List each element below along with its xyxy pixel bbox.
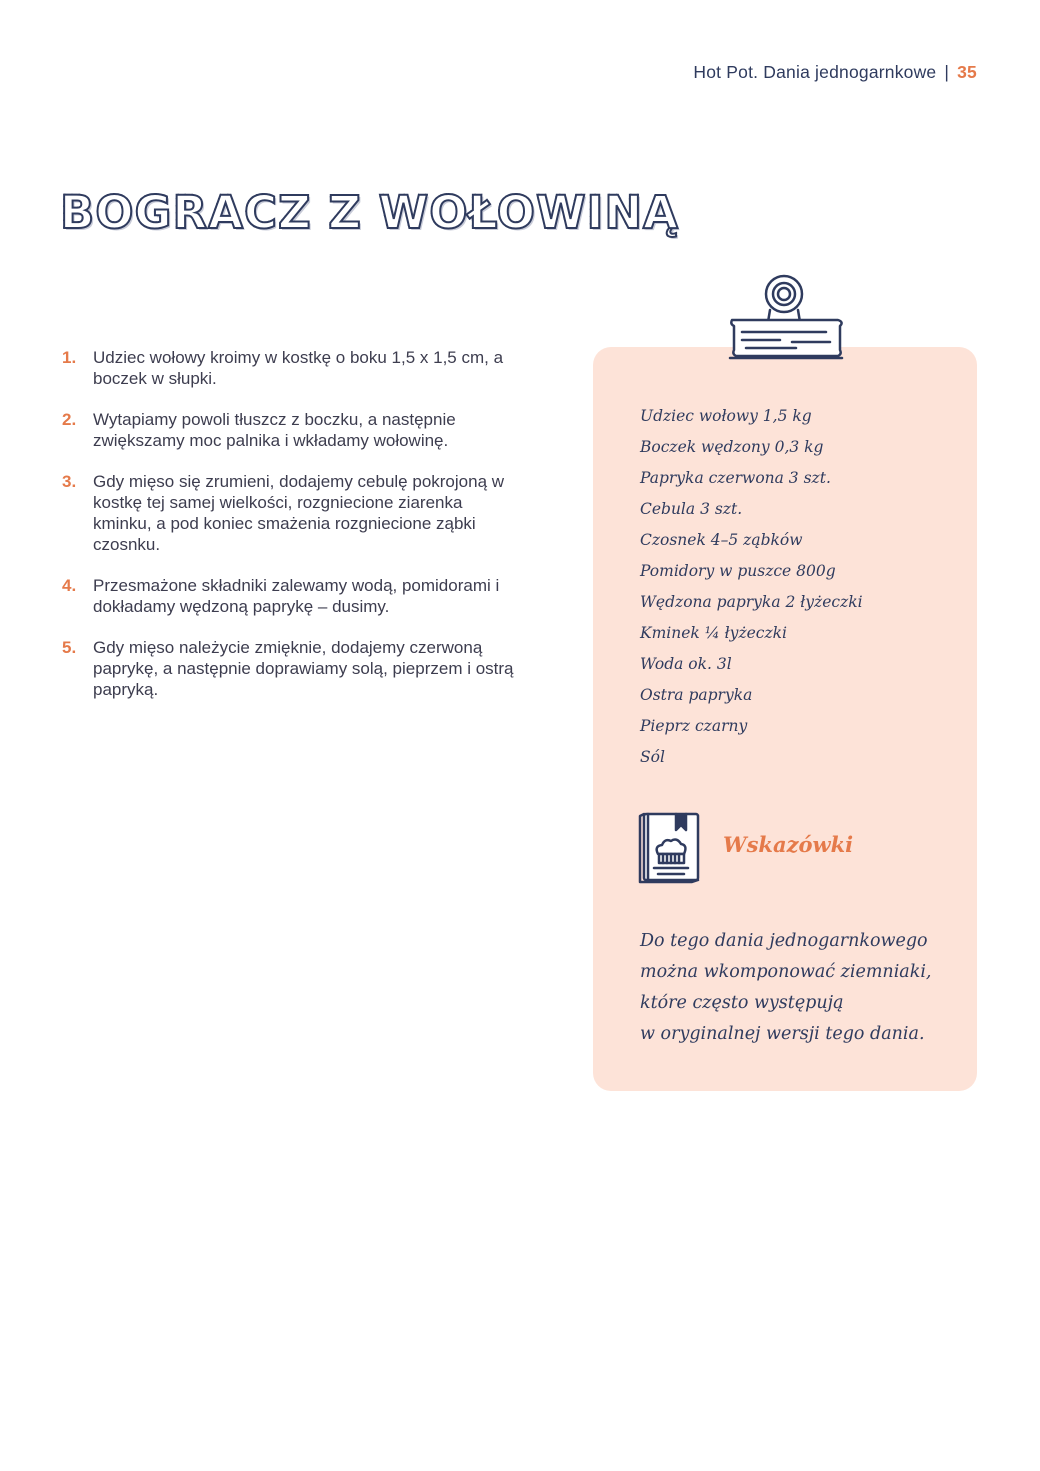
step-text: Przesmażone składniki zalewamy wodą, pomidorami i dokładamy wędzoną paprykę – dusimy. [93, 576, 500, 616]
book-title: Hot Pot. Dania jednogarnkowe [693, 62, 937, 82]
steps-list [62, 347, 522, 720]
step-number: 2. [62, 410, 77, 429]
tips-line: które często występują [640, 993, 844, 1013]
step-text: Udziec wołowy kroimy w kostkę o boku 1,5 x 1,5 cm, a boczek w słupki. [93, 348, 504, 388]
ingredient-item: Sól [640, 748, 665, 766]
page-number: 35 [957, 62, 977, 82]
step-item [62, 637, 522, 700]
step-number: 1. [62, 348, 77, 367]
step-item [62, 347, 522, 389]
ingredient-item: Wędzona papryka 2 łyżeczki [640, 593, 863, 611]
header-separator: | [944, 62, 950, 82]
step-text: Wytapiamy powoli tłuszcz z boczku, a następnie zwiększamy moc palnika i wkładamy wołowinę. [93, 410, 456, 450]
recipe-title: BOGRACZ Z WOŁOWINĄ [60, 186, 679, 239]
ingredient-item: Woda ok. 3l [640, 655, 732, 673]
ingredients-list [640, 404, 863, 776]
ingredient-item: Ostra papryka [640, 686, 753, 704]
ingredient-item: Boczek wędzony 0,3 kg [640, 438, 824, 456]
clipboard-clip-icon [726, 270, 846, 362]
tips-text [640, 926, 940, 1050]
step-text: Gdy mięso się zrumieni, dodajemy cebulę pokrojoną w kostkę tej samej wielkości, rozgniecione ziarenka kminku, a pod koniec smażenia rozgniecione ząbki czosnku. [93, 472, 505, 554]
tips-line: można wkomponować ziemniaki, [640, 962, 932, 982]
step-number: 3. [62, 472, 77, 491]
ingredient-item: Cebula 3 szt. [640, 500, 743, 518]
tips-title: Wskazówki [723, 832, 854, 857]
ingredient-item: Pomidory w puszce 800g [640, 562, 836, 580]
cookbook-chef-hat-icon [636, 810, 700, 884]
tips-line: w oryginalnej wersji tego dania. [640, 1024, 925, 1044]
step-text: Gdy mięso należycie zmięknie, dodajemy czerwoną paprykę, a następnie doprawiamy solą, pieprzem i ostrą papryką. [93, 638, 514, 699]
step-number: 5. [62, 638, 77, 657]
tips-line: Do tego dania jednogarnkowego [640, 931, 928, 951]
step-item [62, 409, 522, 451]
ingredient-item: Kminek ¼ łyżeczki [640, 624, 787, 642]
step-item [62, 575, 522, 617]
step-number: 4. [62, 576, 77, 595]
ingredient-item: Udziec wołowy 1,5 kg [640, 407, 812, 425]
step-item [62, 471, 522, 555]
ingredient-item: Pieprz czarny [640, 717, 748, 735]
ingredient-item: Papryka czerwona 3 szt. [640, 469, 831, 487]
ingredient-item: Czosnek 4–5 ząbków [640, 531, 803, 549]
page-header [693, 62, 977, 83]
recipe-title-wrap [60, 186, 679, 239]
